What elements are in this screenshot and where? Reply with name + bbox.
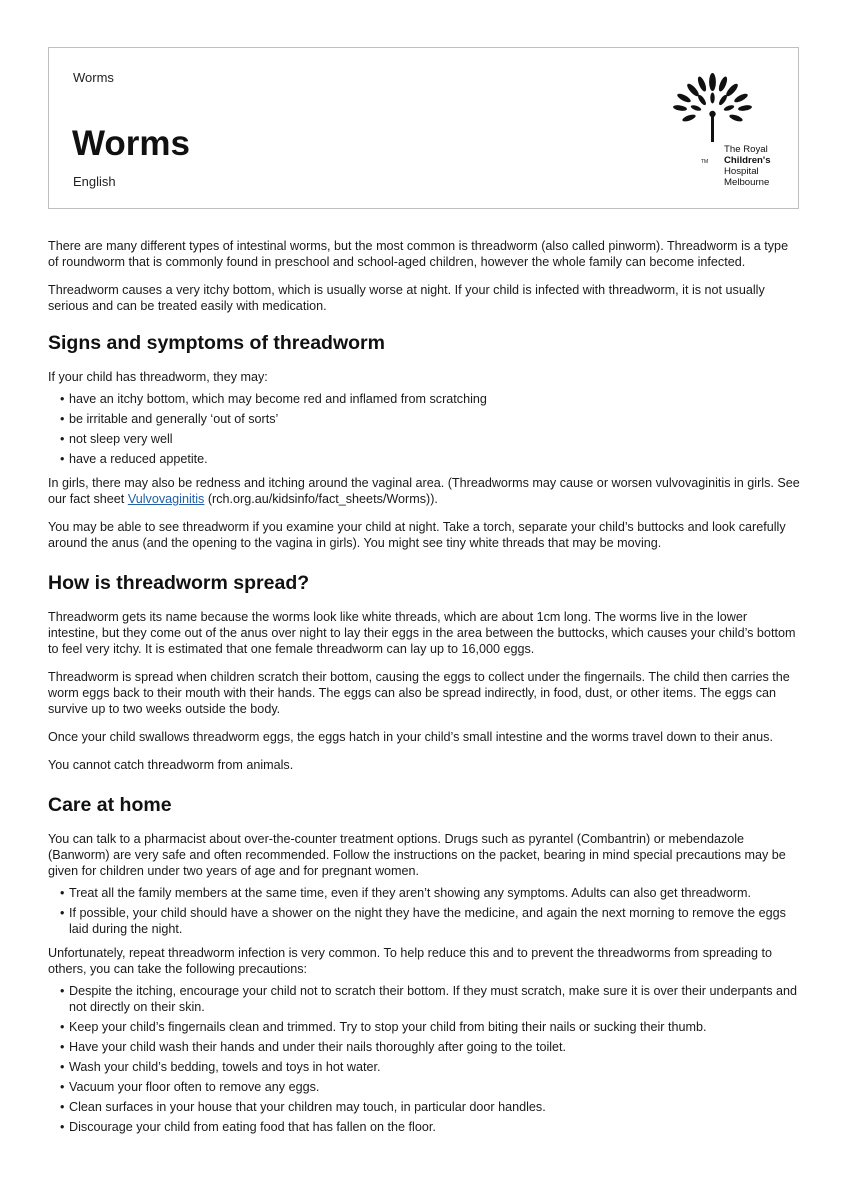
- rch-logo: [669, 70, 779, 190]
- see-paragraph: You may be able to see threadworm if you examine your child at night. Take a torch, separate your child’s buttocks and look carefully around the anus (and the opening to the vagina in girls). You might see tiny white threads that may be moving.: [48, 520, 786, 550]
- list-item: • Discourage your child from eating food that has fallen on the floor.: [60, 1119, 800, 1135]
- signs-list: [48, 391, 800, 467]
- vulvovaginitis-link[interactable]: Vulvovaginitis: [127, 492, 205, 506]
- tree-icon: [669, 70, 759, 142]
- logo-wordmark: The Royal Children's Hospital Melbourne: [724, 144, 771, 188]
- document-header: [48, 47, 799, 209]
- care-paragraph: Unfortunately, repeat threadworm infection is very common. To help reduce this and to prevent the threadworms from spreading to others, you can take the following precautions:: [48, 946, 773, 976]
- precautions-list: [48, 983, 800, 1135]
- page-language: English: [73, 174, 116, 189]
- list-item: • Treat all the family members at the same time, even if they aren’t showing any symptoms. Adults can also get threadworm.: [60, 885, 800, 901]
- list-item: • Despite the itching, encourage your child not to scratch their bottom. If they must scratch, make sure it is over their underpants and not directly on their skin.: [60, 983, 800, 1015]
- list-item: • Vacuum your floor often to remove any eggs.: [60, 1079, 800, 1095]
- list-item: • Have your child wash their hands and under their nails thoroughly after going to the toilet.: [60, 1039, 800, 1055]
- care-paragraph: You can talk to a pharmacist about over-the-counter treatment options. Drugs such as pyrantel (Combantrin) or mebendazole (Banworm) are very safe and often recommended. Follow the instructions on the packet, bearing in mind special precautions may be given for children under two years of age and for pregnant women.: [48, 832, 786, 878]
- section-heading-care: Care at home: [48, 794, 172, 816]
- page-title: Worms: [72, 124, 190, 163]
- care-list: [48, 885, 800, 937]
- intro-paragraph: There are many different types of intestinal worms, but the most common is threadworm (also called pinworm). Threadworm is a type of roundworm that is commonly found in preschool and school-aged children, however the whole family can become infected.: [48, 239, 789, 269]
- spread-paragraph: You cannot catch threadworm from animals.: [48, 758, 294, 772]
- intro-paragraph: Threadworm causes a very itchy bottom, which is usually worse at night. If your child is infected with threadworm, it is not usually serious and can be treated easily with medication.: [48, 283, 765, 313]
- logo-trademark: TM: [701, 159, 709, 165]
- breadcrumb: Worms: [73, 70, 114, 85]
- list-item: • be irritable and generally ‘out of sorts’: [60, 411, 800, 427]
- list-item: • Keep your child’s fingernails clean and trimmed. Try to stop your child from biting their nails or sucking their thumb.: [60, 1019, 800, 1035]
- section-heading-signs: Signs and symptoms of threadworm: [48, 332, 385, 354]
- spread-paragraph: Threadworm is spread when children scratch their bottom, causing the eggs to collect under the fingernails. The child then carries the worm eggs back to their mouth with their hands. The eggs can also be spread indirectly, in food, dust, or other items. The eggs can survive up to two weeks outside the body.: [48, 670, 790, 716]
- list-item: • If possible, your child should have a shower on the night they have the medicine, and again the next morning to remove the eggs laid during the night.: [60, 905, 800, 937]
- spread-paragraph: Once your child swallows threadworm eggs, the eggs hatch in your child’s small intestine and the worms travel down to their anus.: [48, 730, 773, 744]
- girls-paragraph: In girls, there may also be redness and itching around the vaginal area. (Threadworms may cause or worsen vulvovaginitis in girls. See our fact sheet Vulvovaginitis (rch.org.au/kidsinfo/fact_sheets/Worms)).: [48, 476, 800, 506]
- list-item: • have an itchy bottom, which may become red and inflamed from scratching: [60, 391, 800, 407]
- list-item: • Clean surfaces in your house that your children may touch, in particular door handles.: [60, 1099, 800, 1115]
- list-item: • have a reduced appetite.: [60, 451, 800, 467]
- list-item: • not sleep very well: [60, 431, 800, 447]
- document-body: [48, 238, 800, 1143]
- list-item: • Wash your child’s bedding, towels and toys in hot water.: [60, 1059, 800, 1075]
- section-heading-spread: How is threadworm spread?: [48, 572, 310, 594]
- signs-lead: If your child has threadworm, they may:: [48, 370, 268, 384]
- spread-paragraph: Threadworm gets its name because the worms look like white threads, which are about 1cm long. The worms live in the lower intestine, but they come out of the anus over night to lay their eggs in the area between the buttocks, which causes your child’s bottom to feel very itchy. It is estimated that one female threadworm can lay up to 16,000 eggs.: [48, 610, 796, 656]
